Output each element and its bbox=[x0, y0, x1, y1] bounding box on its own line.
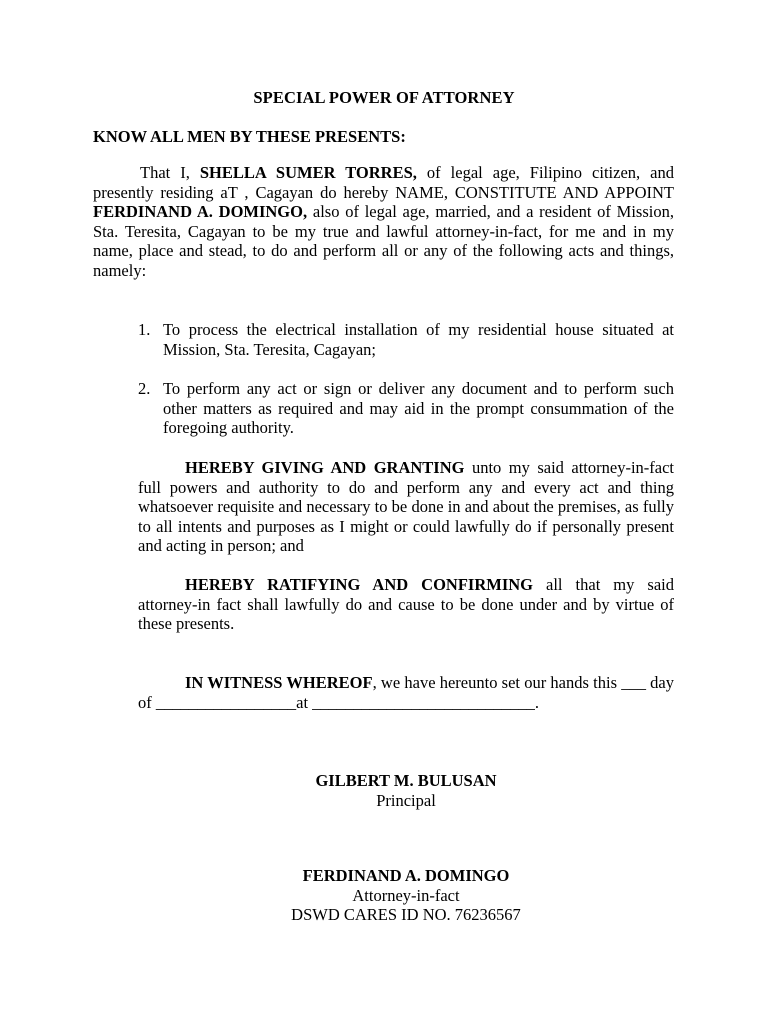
principal-signature-block bbox=[0, 771, 768, 810]
witness-paragraph bbox=[138, 673, 674, 712]
giving-granting-text: unto my said attorney-in-fact full powers and authority to do and perform any and every act and thing whatsoever requisite and necessary to be done in and about the premises, as fully to all intents and purposes as I might or could lawfully do if personally present and acting in person; and bbox=[138, 458, 675, 555]
attorney-signature-block bbox=[0, 866, 768, 925]
know-all-men-heading: KNOW ALL MEN BY THESE PRESENTS: bbox=[93, 127, 406, 146]
list-item-number: 2. bbox=[138, 379, 151, 398]
giving-granting-paragraph bbox=[138, 458, 674, 556]
ratifying-confirming-paragraph bbox=[138, 575, 674, 634]
intro-text-1: That I, bbox=[140, 163, 200, 182]
list-item-text: To process the electrical installation of my residential house situated at Mission, Sta. Teresita, Cagayan; bbox=[163, 320, 674, 359]
list-item bbox=[138, 320, 674, 359]
document-title: SPECIAL POWER OF ATTORNEY bbox=[253, 88, 515, 107]
attorney-id-line: DSWD CARES ID NO. 76236567 bbox=[291, 905, 521, 924]
witness-heading: IN WITNESS WHEREOF bbox=[185, 673, 373, 692]
ratifying-confirming-text: all that my said attorney-in fact shall lawfully do and cause to be done under and by virtue of these presents. bbox=[138, 575, 674, 633]
ratifying-confirming-heading: HEREBY RATIFYING AND CONFIRMING bbox=[185, 575, 533, 594]
attorney-signatory-name: FERDINAND A. DOMINGO bbox=[302, 866, 510, 885]
attorney-name: FERDINAND A. DOMINGO, bbox=[93, 202, 308, 221]
list-item-number: 1. bbox=[138, 320, 151, 339]
principal-signatory-name: GILBERT M. BULUSAN bbox=[315, 771, 497, 790]
list-item bbox=[138, 379, 674, 438]
intro-text-2: of legal age, Filipino citizen, and presently residing aT , Cagayan do hereby NAME, CONSTITUTE AND APPOINT bbox=[93, 163, 674, 202]
principal-name: SHELLA SUMER TORRES, bbox=[199, 163, 417, 182]
witness-text: , we have hereunto set our hands this ___ day of _________________at ___________________________. bbox=[138, 673, 674, 712]
intro-text-3: also of legal age, married, and a resident of Mission, Sta. Teresita, Cagayan to be my true and lawful attorney-in-fact, for me and in my name, place and stead, to do and perform all or any of the following acts and things, namely: bbox=[93, 202, 674, 280]
principal-role-label: Principal bbox=[376, 790, 436, 810]
intro-paragraph bbox=[93, 163, 674, 280]
list-item-text: To perform any act or sign or deliver any document and to perform such other matters as required and may aid in the prompt consummation of the foregoing authority. bbox=[163, 379, 674, 437]
attorney-role-label: Attorney-in-fact bbox=[352, 885, 460, 905]
giving-granting-heading: HEREBY GIVING AND GRANTING bbox=[185, 458, 465, 477]
